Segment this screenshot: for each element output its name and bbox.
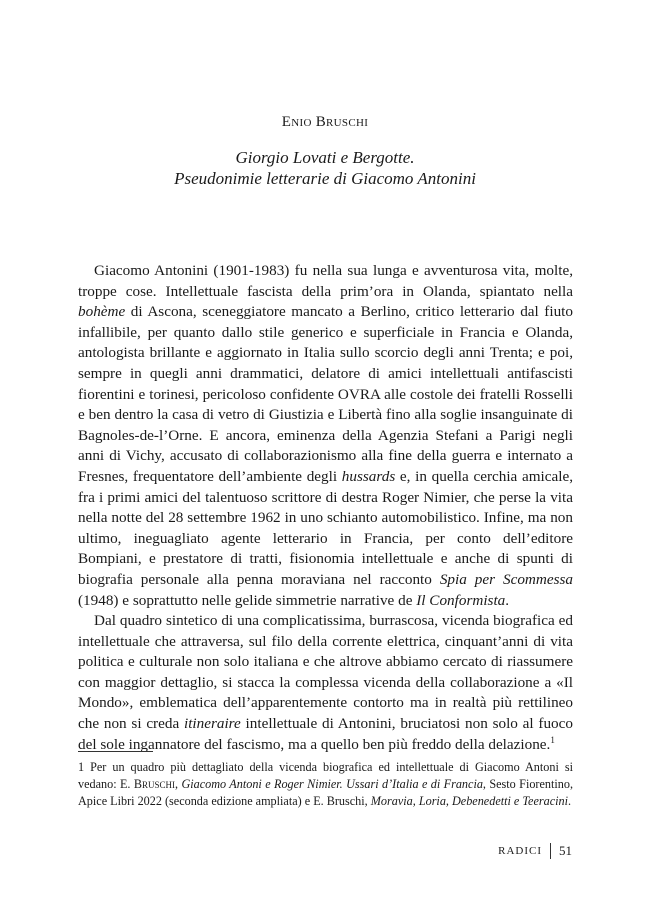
- article-title: [0, 147, 650, 189]
- text-run: .: [567, 794, 572, 808]
- footnote-1: [78, 759, 573, 810]
- text-run: Dal quadro sintetico di una complicatissima, burrascosa, vicenda biografica ed intellettuale che attraversa, sul filo della corrente elettrica, cinquant’anni di vita politica e culturale non solo italiana e che altrove abbiamo cercato di riassumere con maggior dettaglio, si stacca la complessa vicenda della collaborazione a «Il Mondo», emblematica dell’apparentemente contorto ma in realtà più rettilineo che non si creda: [78, 612, 573, 733]
- text-run: di Ascona, sceneggiatore mancato a Berlino, critico letterario dal fiuto infallibile, per quanto dallo stile generico e superficiale in Francia e Olanda, antologista brillante e aggiornato in Italia sullo scorcio degli anni Trenta; e poi, sempre in quegli anni drammatici, delatore di amici intellettuali antifascisti fiorentini e torinesi, pericoloso confidente OVRA alle costole dei fratelli Rosselli e ben dentro la casa di vetro di Giustizia e Libertà fino alla soglie insanguinate di Bagnoles-de-l’Orne. E ancora, eminenza della Agenzia Stefani a Parigi negli anni di Vichy, accusato di collaborazionismo alla fine della guerra e internato a Fresnes, frequentatore dell’ambiente degli: [78, 303, 573, 485]
- text-run: .: [505, 591, 510, 609]
- text-run: e, in quella cerchia amicale, fra i primi amici del talentuoso scrittore di destra Roger Nimier, che perse la vita nella notte del 28 settembre 1962 in uno schianto automobilistico. Infine, ma non ultimo, ineguagliato agente letterario in Francia, per conto dell’editore Bompiani, e prestatore di tratti, fisionomia intellettuale e anche di spunti di biografia personale alla penna moraviana nel racconto: [78, 467, 573, 588]
- footer-separator: [550, 843, 551, 859]
- italic-run: Il Conformista: [416, 591, 506, 609]
- author-name: Enio Bruschi: [281, 114, 369, 130]
- text-run: ,: [175, 777, 182, 791]
- text-run: intellettuale di Antonini, bruciatosi non solo al fuoco del sole ingannatore del fascismo, ma a quello ben più freddo della delazione.: [78, 715, 573, 753]
- title-line-1: Giorgio Lovati e Bergotte.: [235, 148, 415, 167]
- footnote-marker[interactable]: 1: [550, 734, 555, 745]
- italic-run: Giacomo Antoni e Roger Nimier. Ussari d’Italia e di Francia: [181, 777, 483, 791]
- paragraph-2: [78, 611, 573, 755]
- text-run: Giacomo Antonini (1901-1983) fu nella sua lunga e avventurosa vita, molte, troppe cose. Intellettuale fascista della prim’ora in Olanda, spiantato nella: [78, 262, 573, 300]
- text-run: , Sesto Fiorentino, Apice Libri 2022 (seconda edizione ampliata) e E. Bruschi,: [78, 777, 573, 808]
- smallcaps-run: Bruschi: [133, 777, 175, 791]
- italic-run: Spia per Scommessa: [439, 570, 574, 588]
- italic-run: itineraire: [183, 715, 241, 733]
- page-footer: [498, 843, 572, 859]
- page-number: 51: [559, 843, 572, 858]
- title-line-2: Pseudonimie letterarie di Giacomo Antonini: [174, 169, 476, 188]
- text-run: (1948) e soprattutto nelle gelide simmetrie narrative de: [78, 591, 417, 609]
- journal-name: RADICI: [498, 845, 542, 857]
- paragraph-1: [78, 261, 573, 611]
- italic-run: bohème: [78, 303, 126, 321]
- italic-run: Moravia, Loria, Debenedetti e Teeracini: [370, 794, 568, 808]
- text-run: 1 Per un quadro più dettagliato della vicenda biografica ed intellettuale di Giacomo Antoni si vedano: E.: [78, 760, 573, 791]
- body-text: [78, 261, 573, 755]
- italic-run: hussards: [341, 467, 396, 485]
- footnote-rule: [78, 751, 153, 752]
- footnote: [78, 759, 573, 810]
